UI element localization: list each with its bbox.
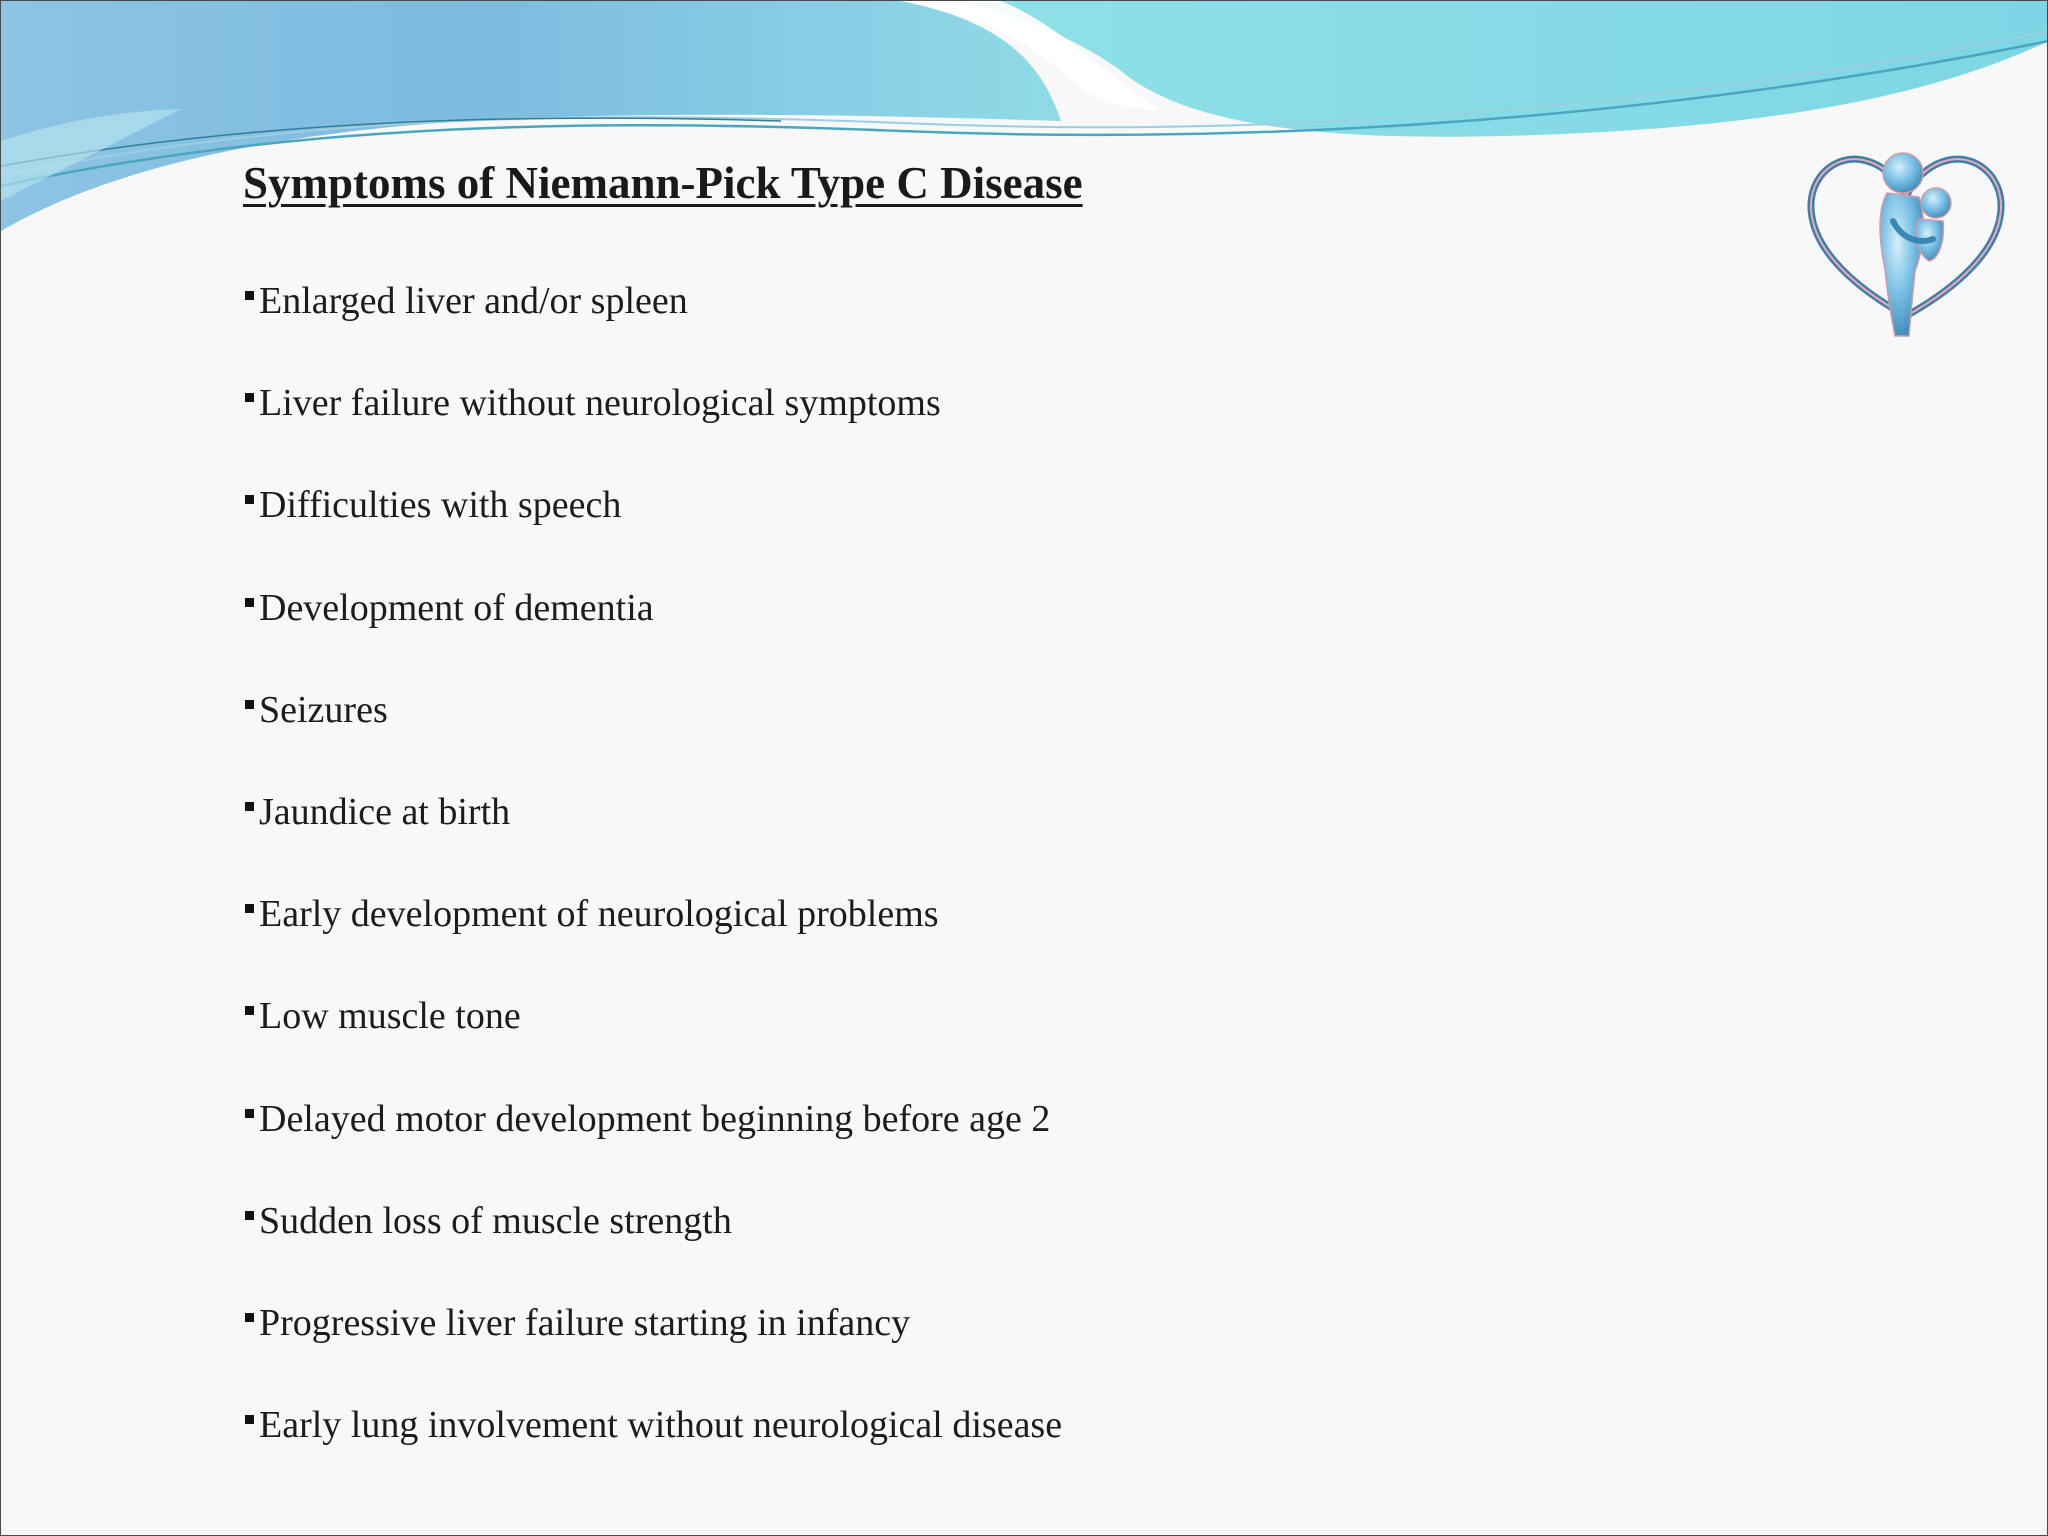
slide-title: Symptoms of Niemann-Pick Type C Disease: [243, 158, 1083, 208]
square-bullet-icon: [245, 1006, 254, 1015]
square-bullet-icon: [245, 1109, 254, 1118]
symptom-text: Low muscle tone: [259, 995, 521, 1038]
symptom-list: [245, 269, 1062, 1495]
symptom-text: Seizures: [259, 688, 388, 731]
symptom-text: Progressive liver failure starting in infancy: [259, 1301, 911, 1344]
list-item: [245, 371, 1062, 473]
list-item: [245, 269, 1062, 371]
square-bullet-icon: [245, 1415, 254, 1424]
square-bullet-icon: [245, 393, 254, 402]
symptom-text: Early lung involvement without neurological disease: [259, 1404, 1063, 1447]
list-item: [245, 473, 1062, 575]
list-item: [245, 780, 1062, 882]
heart-parent-child-icon: [1801, 141, 2011, 351]
symptom-text: Delayed motor development beginning before age 2: [259, 1097, 1051, 1140]
square-bullet-icon: [245, 1211, 254, 1220]
square-bullet-icon: [245, 700, 254, 709]
square-bullet-icon: [245, 1313, 254, 1322]
square-bullet-icon: [245, 802, 254, 811]
list-item: [245, 1087, 1062, 1189]
list-item: [245, 576, 1062, 678]
symptom-text: Liver failure without neurological symptoms: [259, 382, 941, 425]
list-item: [245, 882, 1062, 984]
list-item: [245, 984, 1062, 1086]
list-item: [245, 1189, 1062, 1291]
symptom-text: Difficulties with speech: [259, 484, 622, 527]
square-bullet-icon: [245, 598, 254, 607]
square-bullet-icon: [245, 291, 254, 300]
symptom-text: Sudden loss of muscle strength: [259, 1199, 732, 1242]
square-bullet-icon: [245, 495, 254, 504]
symptom-text: Early development of neurological problems: [259, 893, 939, 936]
list-item: [245, 678, 1062, 780]
symptom-text: Jaundice at birth: [259, 790, 511, 833]
list-item: [245, 1291, 1062, 1393]
symptom-text: Enlarged liver and/or spleen: [259, 280, 688, 322]
list-item: [245, 1393, 1062, 1495]
symptom-text: Development of dementia: [259, 586, 654, 629]
square-bullet-icon: [245, 904, 254, 913]
